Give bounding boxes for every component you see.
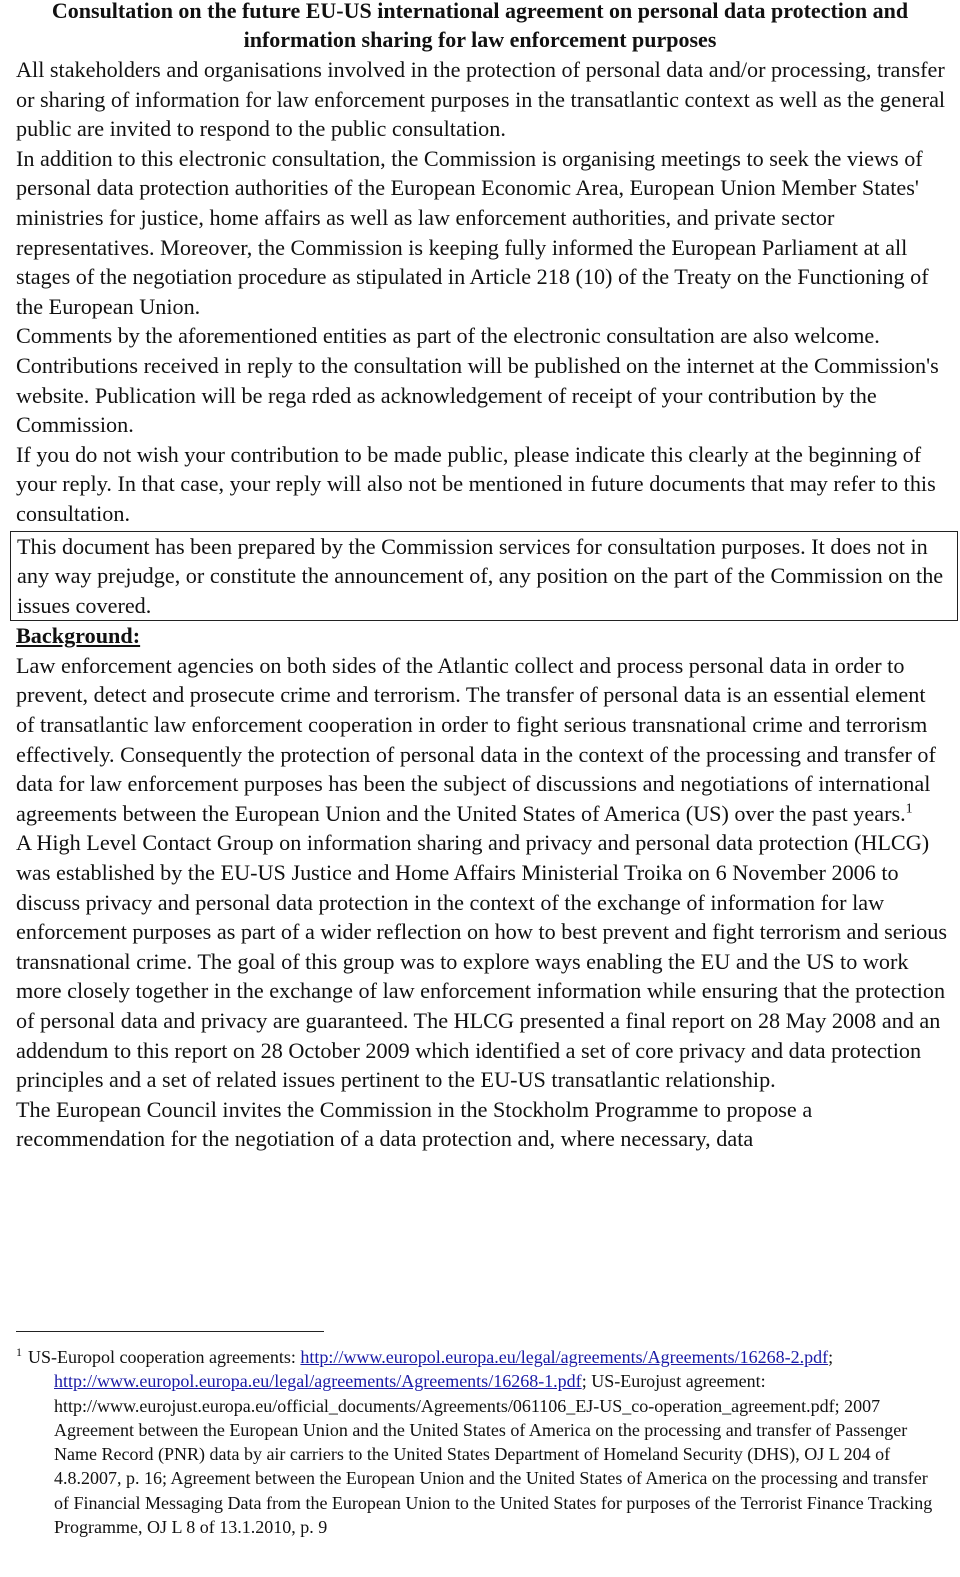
- meetings-paragraph: In addition to this electronic consultation, the Commission is organising meetings to seek the views of personal data protection authorities of the European Economic Area, European Union Member States' ministries for justice, home affairs as well as law enforcement authorities, and private sector representatives. Moreover, the Commission is keeping fully informed the European Parliament at all stages of the negotiation procedure as stipulated in Article 218 (10) of the Treaty on the Functioning of the European Union.: [16, 145, 929, 319]
- document-body: [16, 55, 948, 1154]
- footnote-text: [16, 1345, 942, 1539]
- comments-paragraph: Comments by the aforementioned entities as part of the electronic consultation are also welcome.: [16, 323, 880, 349]
- footnote-reference[interactable]: 1: [905, 801, 913, 817]
- europol-agreement-link-1[interactable]: http://www.europol.europa.eu/legal/agreements/Agreements/16268-2.pdf: [300, 1347, 829, 1367]
- footnote: [16, 1345, 942, 1539]
- confidentiality-paragraph: If you do not wish your contribution to be made public, please indicate this clearly at the beginning of your reply. In that case, your reply will also not be mentioned in future documents that may refer to this consultation.: [16, 441, 936, 526]
- background-paragraph-1-text: Law enforcement agencies on both sides of the Atlantic collect and process personal data in order to prevent, detect and prosecute crime and terrorism. The transfer of personal data is an essential element of transatlantic law enforcement cooperation in order to fight serious transnational crime and terrorism effectively. Consequently the protection of personal data in the context of the processing and transfer of data for law enforcement purposes has been the subject of discussions and negotiations of international agreements between the European Union and the United States of America (US) over the past years.: [16, 652, 936, 826]
- footnote-number-sup: 1: [16, 1345, 22, 1359]
- intro-paragraph: All stakeholders and organisations involved in the protection of personal data and/or processing, transfer or sharing of information for law enforcement purposes in the transatlantic context as well as the general public are invited to respond to the public consultation.: [16, 57, 946, 142]
- background-paragraph-3: The European Council invites the Commission in the Stockholm Programme to propose a recommendation for the negotiation of a data protection and, where necessary, data: [16, 1096, 813, 1152]
- footnote-number: [16, 1345, 22, 1369]
- document-title: Consultation on the future EU-US international agreement on personal data protection and information sharing for law enforcement purposes: [51, 0, 909, 52]
- footnote-separator-text: ;: [828, 1347, 834, 1367]
- footnote-separator: [16, 1331, 324, 1332]
- disclaimer-box: [10, 531, 958, 622]
- background-heading: Background:: [16, 623, 141, 649]
- europol-agreement-link-2[interactable]: http://www.europol.europa.eu/legal/agreements/Agreements/16268-1.pdf: [54, 1371, 582, 1392]
- background-paragraph-2: A High Level Contact Group on information sharing and privacy and personal data protection (HLCG) was established by the EU-US Justice and Home Affairs Ministerial Troika on 6 November 2006 to discuss privacy and personal data protection in the context of the exchange of information for law enforcement purposes as part of a wider reflection on how to best prevent and fight terrorism and serious transnational crime. The goal of this group was to explore ways enabling the EU and the US to work more closely together in the exchange of law enforcement information while ensuring that the protection of personal data and privacy are guaranteed. The HLCG presented a final report on 28 May 2008 and an addendum to this report on 28 October 2009 which identified a set of core privacy and data protection principles and a set of related issues pertinent to the EU-US transatlantic relationship.: [16, 830, 947, 1093]
- footnote-lead: US-Europol cooperation agreements:: [28, 1347, 301, 1367]
- footnote-rest: ; US-Eurojust agreement: http://www.eurojust.europa.eu/official_documents/Agreements/061106_EJ-US_co-operation_agreement.pdf; 2007 Agreement between the European Union and the United States of America on the processing and transfer of Passenger Name Record (PNR) data by air carriers to the United States Department of Homeland Security (DHS), OJ L 204 of 4.8.2007, p. 16; Agreement between the European Union and the United States of America on the processing and transfer of Financial Messaging Data from the European Union to the United States for purposes of the Terrorist Finance Tracking Programme, OJ L 8 of 13.1.2010, p. 9: [54, 1371, 933, 1538]
- background-paragraph-1: [16, 651, 948, 829]
- publication-paragraph: Contributions received in reply to the consultation will be published on the internet at the Commission's website. Publication will be rega rded as acknowledgement of receipt of your contribution by the Commission.: [16, 352, 939, 438]
- disclaimer-text: This document has been prepared by the Commission services for consultation purposes. It does not in any way prejudge, or constitute the announcement of, any position on the part of the Commission on the issues covered.: [17, 533, 944, 618]
